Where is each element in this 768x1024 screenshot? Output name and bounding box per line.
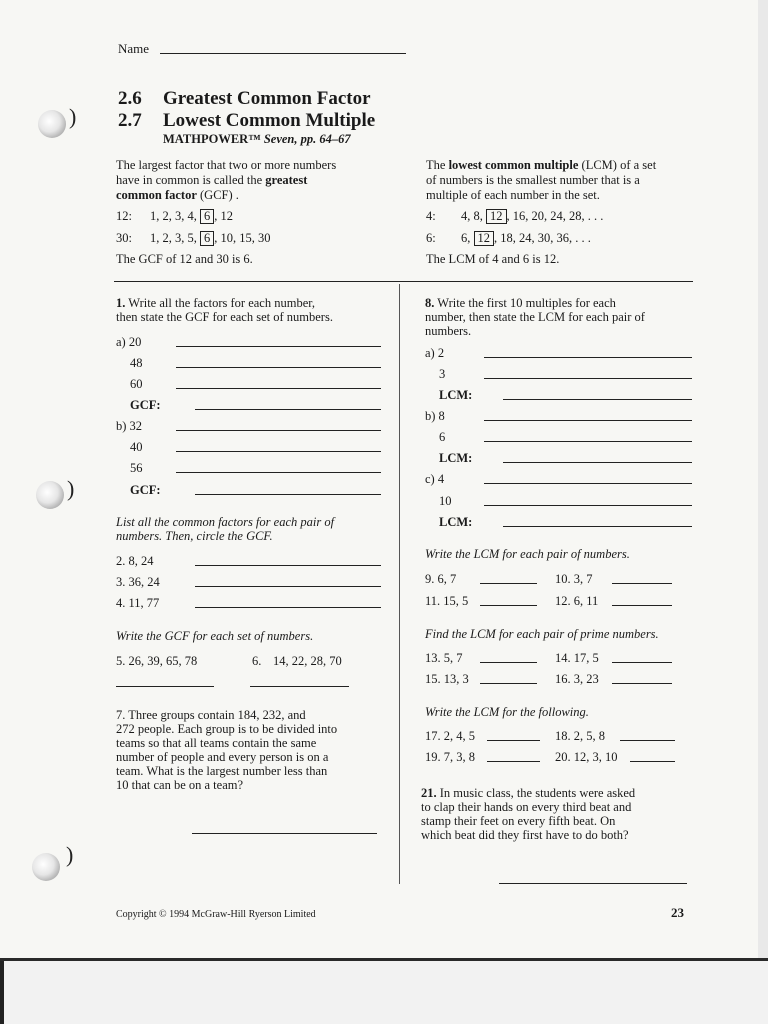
q8-c-lcm-label: LCM: [439, 515, 473, 529]
lcm-definition-line-3: multiple of each number in the set. [426, 188, 600, 202]
question-9-answer[interactable] [480, 583, 537, 584]
q8-a-lcm-label: LCM: [439, 388, 473, 402]
question-1-line-2: then state the GCF for each set of numbers. [116, 310, 333, 324]
question-14: 14. 17, 5 [555, 651, 599, 665]
lcm-example-conclusion: The LCM of 4 and 6 is 12. [426, 252, 560, 266]
question-7-answer[interactable] [192, 833, 377, 834]
question-20-answer[interactable] [630, 761, 675, 762]
question-17-answer[interactable] [487, 740, 540, 741]
lcm-box-12: 12 [486, 209, 507, 224]
question-7-line-5: team. What is the largest number less than [116, 764, 328, 778]
scan-edge [0, 961, 4, 1024]
q1-a-gcf-answer[interactable] [195, 409, 381, 410]
gcf-example-30-label: 30: [116, 231, 132, 245]
question-2: 2. 8, 24 [116, 554, 154, 568]
gcf-box-6: 6 [200, 209, 214, 224]
question-13: 13. 5, 7 [425, 651, 463, 665]
gcf-definition-line-3: common factor (GCF) . [116, 188, 239, 202]
lcm-following-instruction: Write the LCM for the following. [425, 705, 589, 719]
question-4: 4. 11, 77 [116, 596, 160, 610]
q8-c-4: c) 4 [425, 472, 445, 486]
question-21-line-1: 21. In music class, the students were asked [421, 786, 636, 800]
page-number: 23 [671, 905, 684, 920]
question-5-answer[interactable] [116, 686, 214, 687]
hole-mark-middle: ) [67, 476, 75, 501]
lcm-example-6-label: 6: [426, 231, 436, 245]
q1-b-40-answer[interactable] [176, 451, 381, 452]
gcf-sets-instruction: Write the GCF for each set of numbers. [116, 629, 314, 643]
common-factors-instruction-2: numbers. Then, circle the GCF. [116, 529, 273, 543]
question-21-answer[interactable] [499, 883, 687, 884]
question-7-line-3: teams so that all teams contain the same [116, 736, 317, 750]
question-11-answer[interactable] [480, 605, 537, 606]
question-15: 15. 13, 3 [425, 672, 469, 686]
gcf-definition-line-1: The largest factor that two or more numbers [116, 158, 337, 172]
q1-b-gcf-answer[interactable] [195, 494, 381, 495]
q8-c-4-answer[interactable] [484, 483, 692, 484]
section-2-6-number: 2.6 [118, 88, 142, 109]
q1-b-gcf-label: GCF: [130, 483, 161, 497]
question-4-answer[interactable] [195, 607, 381, 608]
copyright-notice: Copyright © 1994 McGraw-Hill Ryerson Limited [116, 909, 316, 920]
q1-b-56: 56 [130, 461, 143, 475]
q1-b-40: 40 [130, 440, 143, 454]
question-5: 5. 26, 39, 65, 78 [116, 654, 198, 668]
q1-b-56-answer[interactable] [176, 472, 381, 473]
section-2-6-title: Greatest Common Factor [163, 88, 371, 109]
name-label: Name [118, 41, 150, 56]
q8-c-lcm-answer[interactable] [503, 526, 692, 527]
q8-b-8: b) 8 [425, 409, 445, 423]
q8-c-10-answer[interactable] [484, 505, 692, 506]
question-3: 3. 36, 24 [116, 575, 160, 589]
q8-b-8-answer[interactable] [484, 420, 692, 421]
q1-a-48-answer[interactable] [176, 367, 381, 368]
question-11: 11. 15, 5 [425, 594, 469, 608]
q8-a-3-answer[interactable] [484, 378, 692, 379]
question-6: 14, 22, 28, 70 [273, 654, 342, 668]
gcf-box-6-b: 6 [200, 231, 214, 246]
question-10-answer[interactable] [612, 583, 672, 584]
q1-a-60-answer[interactable] [176, 388, 381, 389]
q8-a-2-answer[interactable] [484, 357, 692, 358]
question-6-number: 6. [252, 654, 262, 668]
question-19-answer[interactable] [487, 761, 540, 762]
section-2-7-number: 2.7 [118, 110, 142, 131]
question-7-line-6: 10 that can be on a team? [116, 778, 244, 792]
question-7-line-1: 7. Three groups contain 184, 232, and [116, 708, 306, 722]
question-10: 10. 3, 7 [555, 572, 593, 586]
question-15-answer[interactable] [480, 683, 537, 684]
punch-hole-middle [36, 481, 64, 509]
q8-c-10: 10 [439, 494, 452, 508]
lcm-definition-line-2: of numbers is the smallest number that is a [426, 173, 640, 187]
q8-b-6: 6 [439, 430, 446, 444]
gcf-example-conclusion: The GCF of 12 and 30 is 6. [116, 252, 253, 266]
gcf-example-30-factors: 1, 2, 3, 5, 6 , 10, 15, 30 [150, 231, 271, 245]
lcm-primes-instruction: Find the LCM for each pair of prime numbers. [425, 627, 659, 641]
gcf-example-12-factors: 1, 2, 3, 4, 6 , 12 [150, 209, 233, 223]
q1-b-32: b) 32 [116, 419, 143, 433]
question-12: 12. 6, 11 [555, 594, 599, 608]
q8-a-lcm-answer[interactable] [503, 399, 692, 400]
q1-a-60: 60 [130, 377, 143, 391]
question-8-line-3: numbers. [425, 324, 472, 338]
q1-a-48: 48 [130, 356, 143, 370]
gcf-example-12-label: 12: [116, 209, 132, 223]
question-3-answer[interactable] [195, 586, 381, 587]
q8-b-lcm-answer[interactable] [503, 462, 692, 463]
section-2-7-title: Lowest Common Multiple [163, 110, 376, 131]
q8-a-3: 3 [439, 367, 446, 381]
common-factors-instruction-1: List all the common factors for each pair of [116, 515, 335, 529]
question-9: 9. 6, 7 [425, 572, 457, 586]
question-6-answer[interactable] [250, 686, 349, 687]
lcm-example-6-multiples: 6, 12 , 18, 24, 30, 36, . . . [461, 231, 591, 245]
question-7-line-2: 272 people. Each group is to be divided into [116, 722, 338, 736]
question-13-answer[interactable] [480, 662, 537, 663]
q8-b-6-answer[interactable] [484, 441, 692, 442]
lcm-example-4-multiples: 4, 8, 12 , 16, 20, 24, 28, . . . [461, 209, 604, 223]
question-7-line-4: number of people and every person is on a [116, 750, 329, 764]
lcm-example-4-label: 4: [426, 209, 436, 223]
question-16: 16. 3, 23 [555, 672, 599, 686]
question-21-line-3: stamp their feet on every fifth beat. On [421, 814, 616, 828]
lcm-pairs-instruction: Write the LCM for each pair of numbers. [425, 547, 630, 561]
lcm-definition-line-1: The lowest common multiple (LCM) of a set [426, 158, 657, 172]
question-20: 20. 12, 3, 10 [555, 750, 618, 764]
q1-b-32-answer[interactable] [176, 430, 381, 431]
name-field[interactable] [160, 53, 406, 54]
question-19: 19. 7, 3, 8 [425, 750, 475, 764]
gcf-definition-line-2: have in common is called the greatest [116, 173, 308, 187]
q1-a-20-answer[interactable] [176, 346, 381, 347]
question-17: 17. 2, 4, 5 [425, 729, 475, 743]
question-1-line-1: 1. Write all the factors for each number, [116, 296, 316, 310]
question-12-answer[interactable] [612, 605, 672, 606]
question-21-line-2: to clap their hands on every third beat and [421, 800, 632, 814]
q1-a-gcf-label: GCF: [130, 398, 161, 412]
section-divider [114, 281, 693, 282]
question-16-answer[interactable] [612, 683, 672, 684]
question-2-answer[interactable] [195, 565, 381, 566]
hole-mark-bottom: ) [66, 842, 74, 867]
lcm-box-12-b: 12 [474, 231, 495, 246]
question-18-answer[interactable] [620, 740, 675, 741]
textbook-reference [163, 132, 351, 146]
question-21-line-4: which beat did they first have to do both? [421, 828, 629, 842]
scan-background [0, 961, 768, 1024]
q8-b-lcm-label: LCM: [439, 451, 473, 465]
q1-a-20: a) 20 [116, 335, 142, 349]
question-8-line-1: 8. Write the first 10 multiples for each [425, 296, 616, 310]
question-14-answer[interactable] [612, 662, 672, 663]
q8-a-2: a) 2 [425, 346, 445, 360]
hole-mark-top: ) [69, 104, 77, 129]
column-divider [399, 284, 400, 884]
punch-hole-bottom [32, 853, 60, 881]
textbook-name: MATHPOWER™ [163, 132, 261, 146]
question-18: 18. 2, 5, 8 [555, 729, 605, 743]
textbook-pages: Seven, pp. 64–67 [263, 132, 351, 146]
question-8-line-2: number, then state the LCM for each pair of [425, 310, 645, 324]
punch-hole-top [38, 110, 66, 138]
